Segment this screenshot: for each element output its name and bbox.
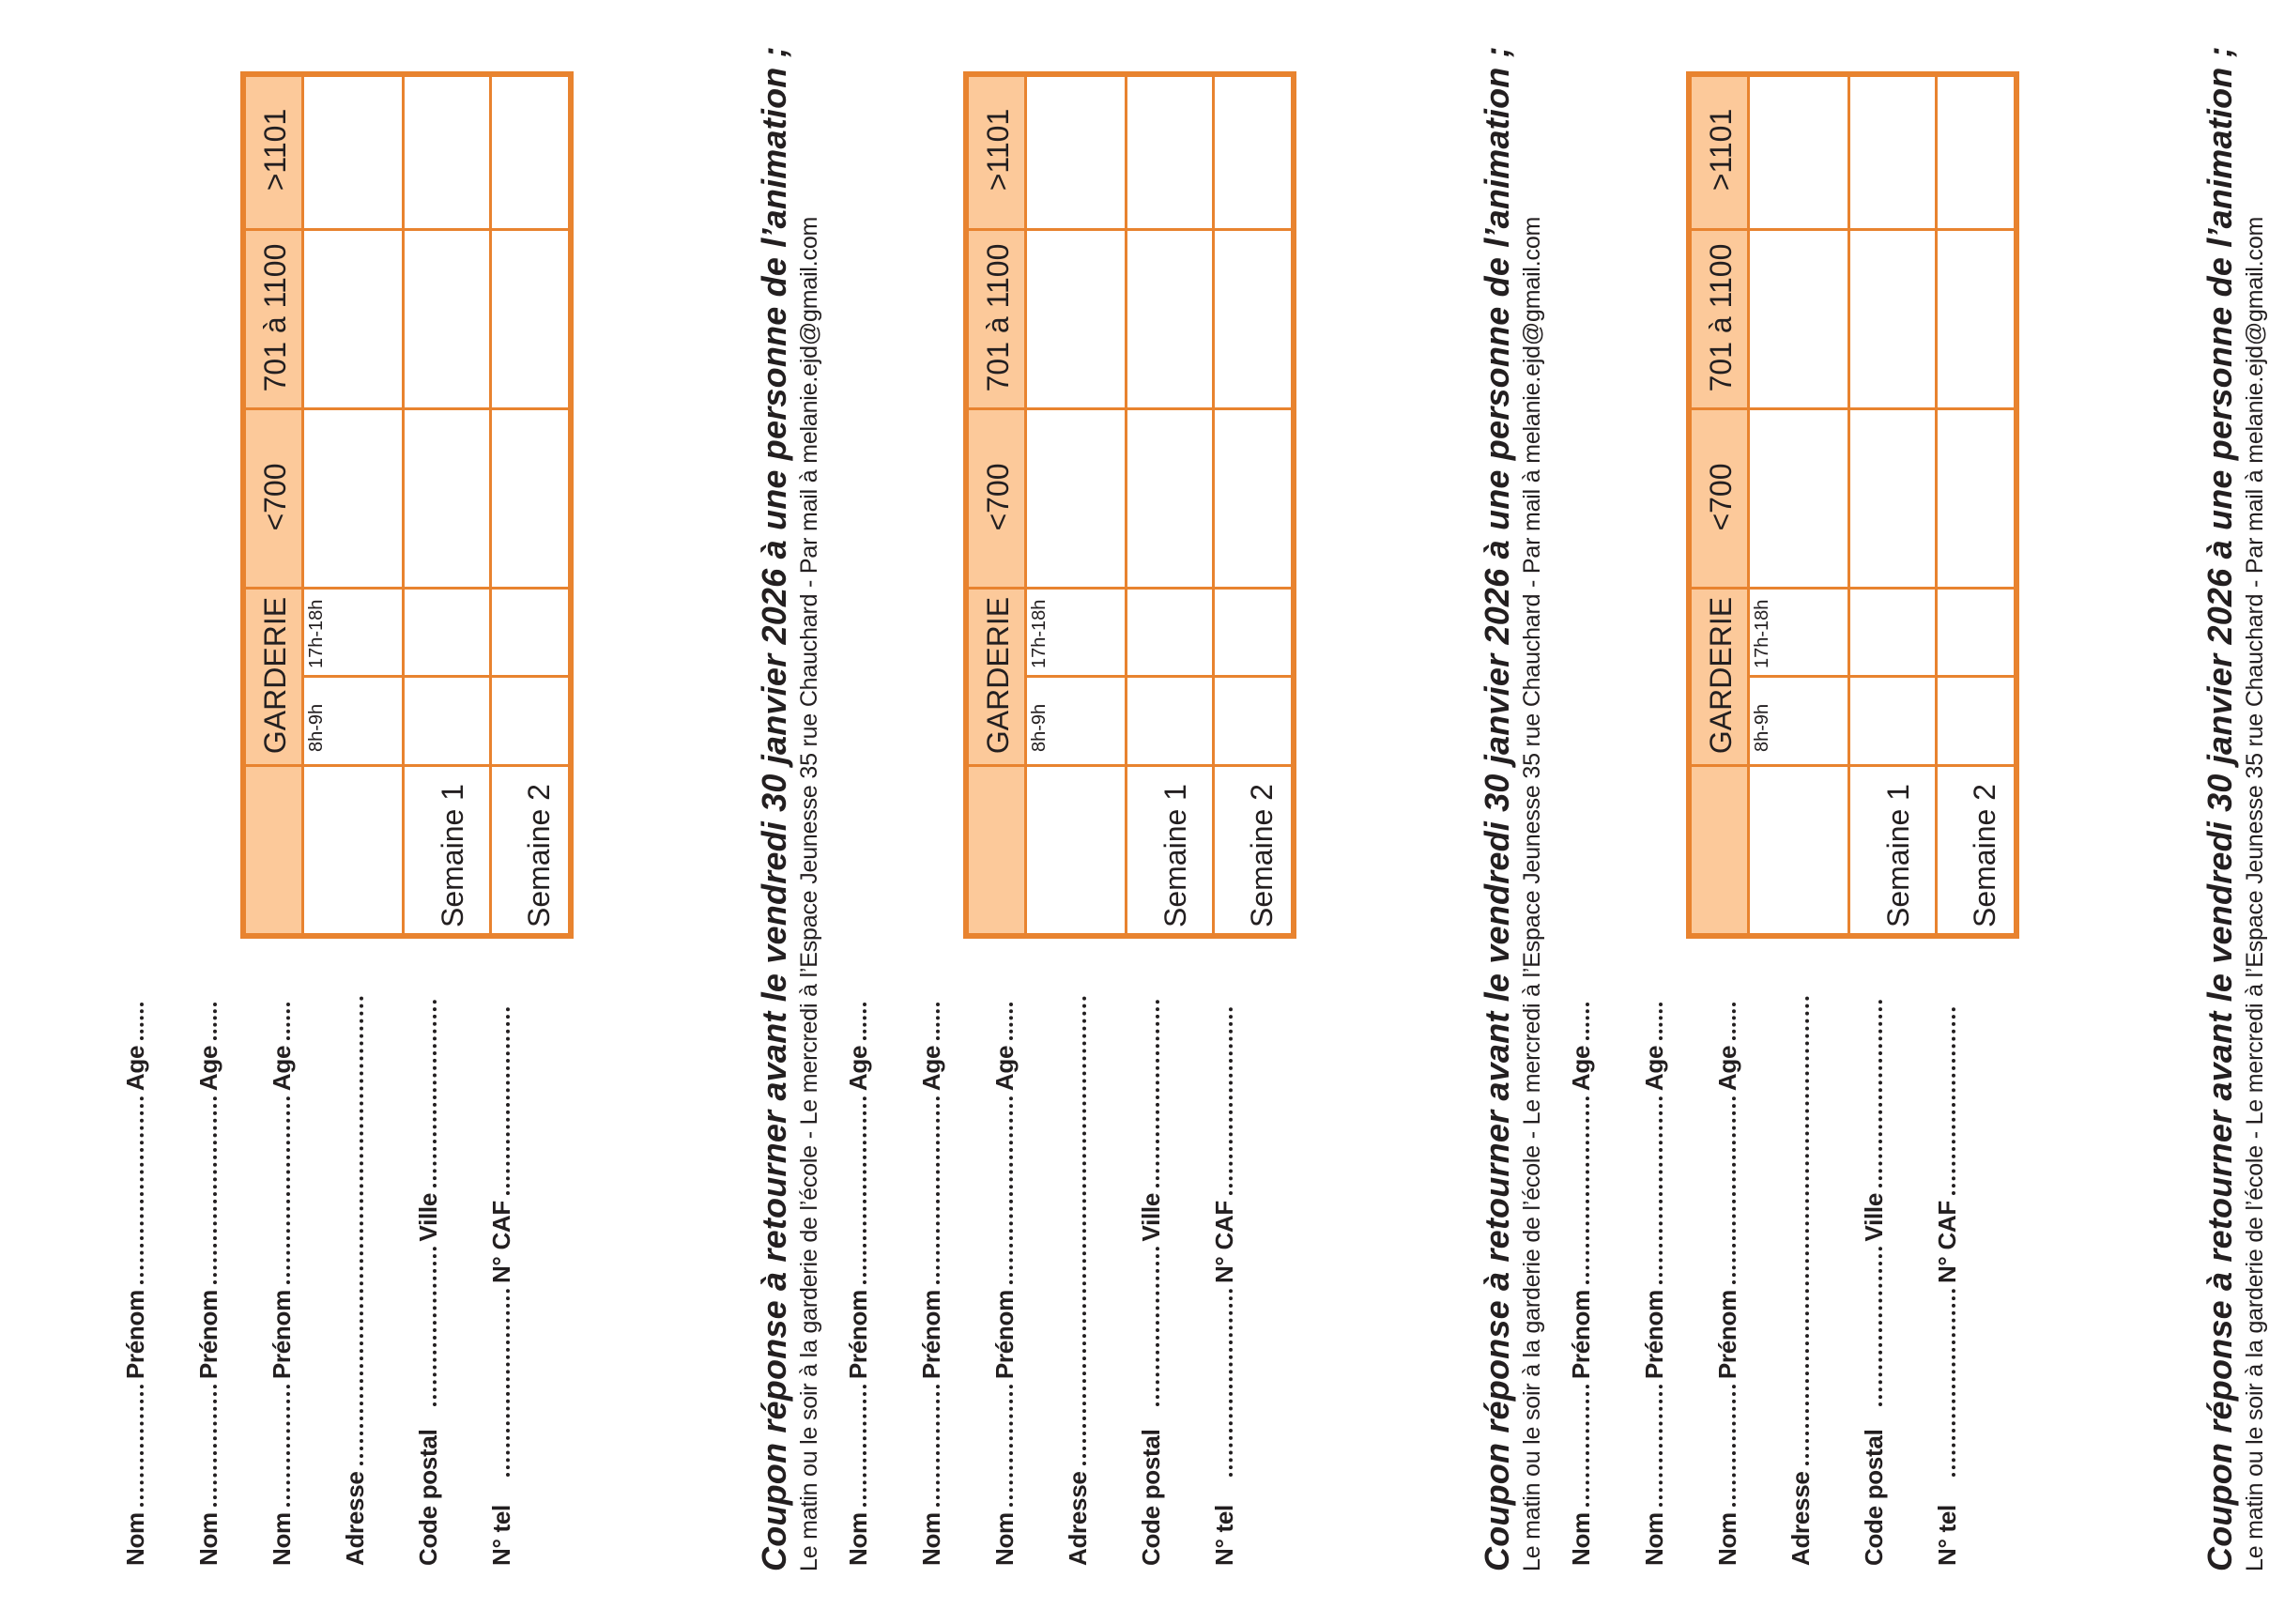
- row-nom-3: Nom Prénom Age: [982, 997, 1020, 1566]
- week-1-label: Semaine 1: [1158, 784, 1192, 927]
- adresse-field[interactable]: [1805, 996, 1809, 1465]
- prenom-field[interactable]: [1009, 1096, 1013, 1284]
- notice-title: Coupon réponse à retourner avant le vendredi 30 janvier 2026 à une personne de l’animation ;: [1478, 46, 1516, 1571]
- notice-title: Coupon réponse à retourner avant le vendredi 30 janvier 2026 à une personne de l’animation ;: [755, 46, 793, 1571]
- row-tel: N° tel N° CAF: [479, 1002, 516, 1566]
- week-2-label: Semaine 2: [1968, 784, 2001, 927]
- nom-field[interactable]: [286, 1385, 290, 1507]
- ville-field[interactable]: [433, 1000, 437, 1187]
- caf-field[interactable]: [506, 1007, 510, 1195]
- nom-field[interactable]: [1009, 1385, 1013, 1507]
- notice-details: Le matin ou le soir à la garderie de l’école - Le mercredi à l’Espace Jeunesse 35 rue Chauchard - Par mail à melanie.ejd@gmail.com: [1519, 216, 1545, 1571]
- header-q3: >1101: [1703, 108, 1738, 192]
- header-q2: 701 à 1100: [1703, 243, 1738, 392]
- tel-field[interactable]: [1229, 1289, 1233, 1477]
- age-field[interactable]: [286, 1003, 290, 1040]
- cell[interactable]: [405, 678, 489, 764]
- age-field[interactable]: [1659, 1003, 1663, 1040]
- age-field[interactable]: [1586, 1003, 1589, 1040]
- adresse-field[interactable]: [360, 996, 363, 1465]
- week-1-label: Semaine 1: [1881, 784, 1915, 927]
- row-nom-2: Nom Prénom Age: [909, 997, 946, 1566]
- row-nom-1: Nom Prénom Age: [836, 997, 873, 1566]
- nom-field[interactable]: [936, 1385, 940, 1507]
- code-postal-field[interactable]: [1156, 1248, 1159, 1407]
- tarif-table: [1686, 71, 2019, 939]
- adresse-field[interactable]: [1082, 996, 1086, 1465]
- ville-field[interactable]: [1878, 1000, 1882, 1187]
- age-field[interactable]: [213, 1003, 217, 1040]
- slot-evening: 17h-18h: [1752, 599, 1772, 668]
- week-2-label: Semaine 2: [1245, 784, 1279, 927]
- nom-field[interactable]: [1732, 1385, 1736, 1507]
- notice-details: Le matin ou le soir à la garderie de l’école - Le mercredi à l’Espace Jeunesse 35 rue Chauchard - Par mail à melanie.ejd@gmail.com: [2242, 216, 2268, 1571]
- header-q2: 701 à 1100: [257, 243, 292, 392]
- age-field[interactable]: [1009, 1003, 1013, 1040]
- row-adresse: Adresse: [1055, 990, 1093, 1566]
- age-field[interactable]: [1732, 1003, 1736, 1040]
- header-q1: <700: [980, 463, 1015, 531]
- notice-details: Le matin ou le soir à la garderie de l’école - Le mercredi à l’Espace Jeunesse 35 rue Chauchard - Par mail à melanie.ejd@gmail.com: [796, 216, 822, 1571]
- row-nom-1: Nom Prénom Age: [1558, 997, 1596, 1566]
- coupon-2: [836, 0, 1568, 1624]
- slot-evening: 17h-18h: [306, 599, 327, 668]
- prenom-field[interactable]: [1659, 1096, 1663, 1284]
- tarif-table: [963, 71, 1296, 939]
- ville-field[interactable]: [1156, 1000, 1159, 1187]
- slot-evening: 17h-18h: [1029, 599, 1050, 668]
- header-q1: <700: [1703, 463, 1738, 531]
- header-q3: >1101: [257, 108, 292, 192]
- header-garderie: GARDERIE: [1703, 596, 1738, 755]
- age-field[interactable]: [936, 1003, 940, 1040]
- slot-morning: 8h-9h: [306, 703, 327, 752]
- row-nom-2: Nom Prénom Age: [186, 997, 223, 1566]
- age-field[interactable]: [140, 1003, 144, 1040]
- header-garderie: GARDERIE: [980, 596, 1015, 755]
- row-nom-3: Nom Prénom Age: [259, 997, 297, 1566]
- notice-title: Coupon réponse à retourner avant le vendredi 30 janvier 2026 à une personne de l’animation ;: [2200, 46, 2239, 1571]
- prenom-field[interactable]: [1732, 1096, 1736, 1284]
- coupon-1: [113, 0, 845, 1624]
- row-adresse: Adresse: [1778, 990, 1816, 1566]
- row-tel: N° tel N° CAF: [1924, 1002, 1962, 1566]
- coupon-3: [1558, 0, 2269, 1624]
- row-nom-1: Nom Prénom Age: [113, 997, 150, 1566]
- prenom-field[interactable]: [213, 1096, 217, 1284]
- caf-field[interactable]: [1952, 1007, 1955, 1195]
- row-code-postal: Code postal Ville: [406, 994, 443, 1566]
- tarif-table: [240, 71, 574, 939]
- row-tel: N° tel N° CAF: [1202, 1002, 1239, 1566]
- nom-field[interactable]: [213, 1385, 217, 1507]
- slot-morning: 8h-9h: [1752, 703, 1772, 752]
- nom-field[interactable]: [863, 1385, 866, 1507]
- nom-field[interactable]: [1586, 1385, 1589, 1507]
- tel-field[interactable]: [506, 1289, 510, 1477]
- prenom-field[interactable]: [140, 1096, 144, 1284]
- prenom-field[interactable]: [1586, 1096, 1589, 1284]
- header-garderie: GARDERIE: [257, 596, 292, 755]
- slot-morning: 8h-9h: [1029, 703, 1050, 752]
- header-q1: <700: [257, 463, 292, 531]
- code-postal-field[interactable]: [433, 1248, 437, 1407]
- age-field[interactable]: [863, 1003, 866, 1040]
- tel-field[interactable]: [1952, 1289, 1955, 1477]
- code-postal-field[interactable]: [1878, 1248, 1882, 1407]
- row-nom-3: Nom Prénom Age: [1705, 997, 1742, 1566]
- header-q2: 701 à 1100: [980, 243, 1015, 392]
- prenom-field[interactable]: [936, 1096, 940, 1284]
- caf-field[interactable]: [1229, 1007, 1233, 1195]
- row-nom-2: Nom Prénom Age: [1632, 997, 1669, 1566]
- week-1-label: Semaine 1: [436, 784, 469, 927]
- prenom-field[interactable]: [863, 1096, 866, 1284]
- prenom-field[interactable]: [286, 1096, 290, 1284]
- week-2-label: Semaine 2: [522, 784, 556, 927]
- nom-field[interactable]: [1659, 1385, 1663, 1507]
- header-q3: >1101: [980, 108, 1015, 192]
- row-code-postal: Code postal Ville: [1128, 994, 1166, 1566]
- row-adresse: Adresse: [332, 990, 370, 1566]
- nom-field[interactable]: [140, 1385, 144, 1507]
- row-code-postal: Code postal Ville: [1851, 994, 1889, 1566]
